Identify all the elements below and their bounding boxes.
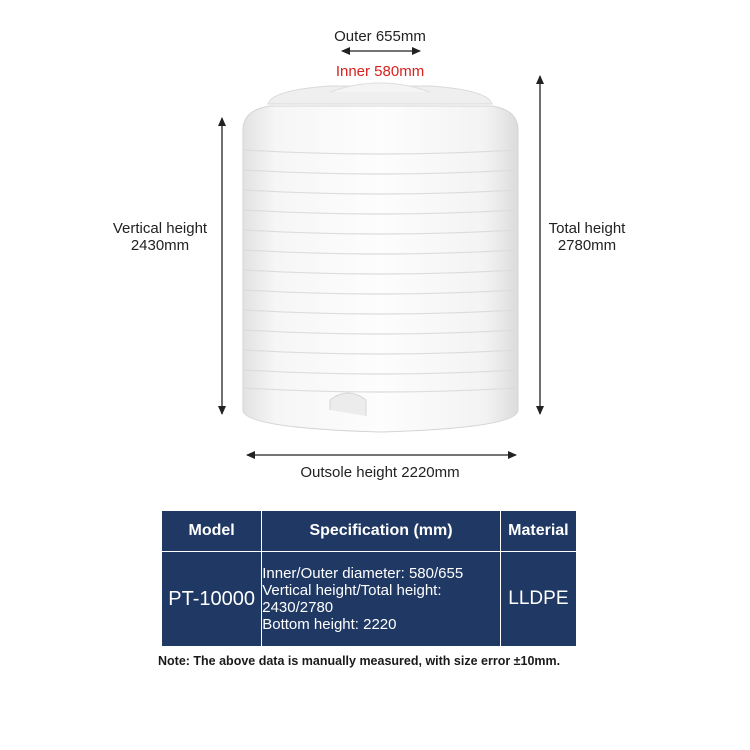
measurement-note: Note: The above data is manually measured, with size error ±10mm. xyxy=(158,654,561,668)
outer-diameter-label: Outer 655mm xyxy=(334,28,426,45)
total-height-label xyxy=(522,220,652,254)
total-height-value: 2780mm xyxy=(557,237,617,254)
header-model: Model xyxy=(162,511,262,552)
spec-table-header-row xyxy=(162,511,577,552)
vertical-height-label xyxy=(90,220,230,254)
vertical-height-value: 2430mm xyxy=(130,237,190,254)
outsole-height-label: Outsole height 2220mm xyxy=(300,464,460,481)
header-specification: Specification (mm) xyxy=(262,511,501,552)
vertical-height-title: Vertical height xyxy=(112,220,208,237)
spec-table xyxy=(161,510,577,647)
material-cell: LLDPE xyxy=(500,552,576,647)
model-cell: PT-10000 xyxy=(162,552,262,647)
inner-diameter-label: Inner 580mm xyxy=(335,63,425,80)
specification-cell xyxy=(262,552,501,647)
table-row xyxy=(162,552,577,647)
spec-line-height-value: 2430/2780 xyxy=(262,599,334,616)
water-tank-image xyxy=(243,83,518,432)
spec-line-height-title: Vertical height/Total height: xyxy=(262,582,442,599)
total-height-title: Total height xyxy=(548,220,626,237)
header-material: Material xyxy=(500,511,576,552)
spec-line-bottom: Bottom height: 2220 xyxy=(262,616,397,633)
spec-line-diameter: Inner/Outer diameter: 580/655 xyxy=(262,565,464,582)
